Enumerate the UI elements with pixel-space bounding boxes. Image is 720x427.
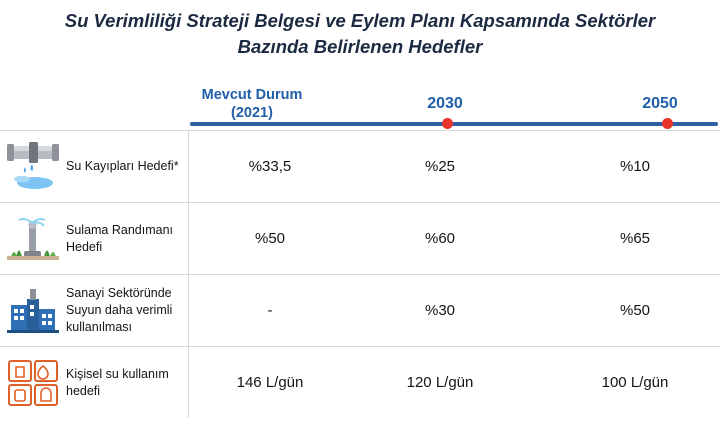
row-value-2030: %25 [424, 158, 456, 175]
row-value-2030: %30 [424, 302, 456, 319]
irrigation-sprinkler-icon [0, 203, 66, 274]
targets-table [0, 130, 720, 418]
leaking-pipe-icon [0, 131, 66, 202]
column-header-2030: 2030 [427, 95, 463, 112]
timeline-bar [190, 122, 718, 126]
column-header-current [178, 86, 326, 122]
row-value-2050: %50 [619, 302, 651, 319]
row-value-2030: %60 [424, 230, 456, 247]
row-value-current: %50 [254, 230, 286, 247]
column-header-current-line1: Mevcut Durum [201, 87, 303, 103]
row-value-2030: 120 L/gün [406, 374, 474, 391]
row-label: Sulama Randımanı Hedefi [66, 222, 174, 254]
row-value-current: 146 L/gün [236, 374, 304, 391]
row-divider [188, 275, 189, 346]
row-value-2050: %65 [619, 230, 651, 247]
column-header-current-line2: (2021) [231, 105, 273, 121]
household-water-use-icon [0, 347, 66, 418]
row-value-2050: %10 [619, 158, 651, 175]
timeline-dot-2030 [442, 118, 453, 129]
row-value-current: - [267, 302, 273, 319]
table-row [0, 130, 720, 203]
table-row [0, 347, 720, 418]
row-value-current: %33,5 [248, 158, 292, 175]
table-row [0, 203, 720, 275]
row-label: Su Kayıpları Hedefi* [66, 159, 179, 173]
factory-icon [0, 275, 66, 346]
timeline-header [0, 78, 720, 128]
table-row [0, 275, 720, 347]
timeline-dot-2050 [662, 118, 673, 129]
page-title: Su Verimliliği Strateji Belgesi ve Eylem Planı Kapsamında Sektörler Bazında Belirlenen Hedefler [64, 10, 656, 57]
row-divider [188, 131, 189, 202]
column-header-2050: 2050 [642, 95, 678, 112]
row-value-2050: 100 L/gün [601, 374, 669, 391]
row-divider [188, 203, 189, 274]
row-label: Sanayi Sektöründe Suyun daha verimli kullanılması [66, 286, 173, 334]
row-divider [188, 347, 189, 418]
row-label: Kişisel su kullanım hedefi [66, 366, 169, 398]
